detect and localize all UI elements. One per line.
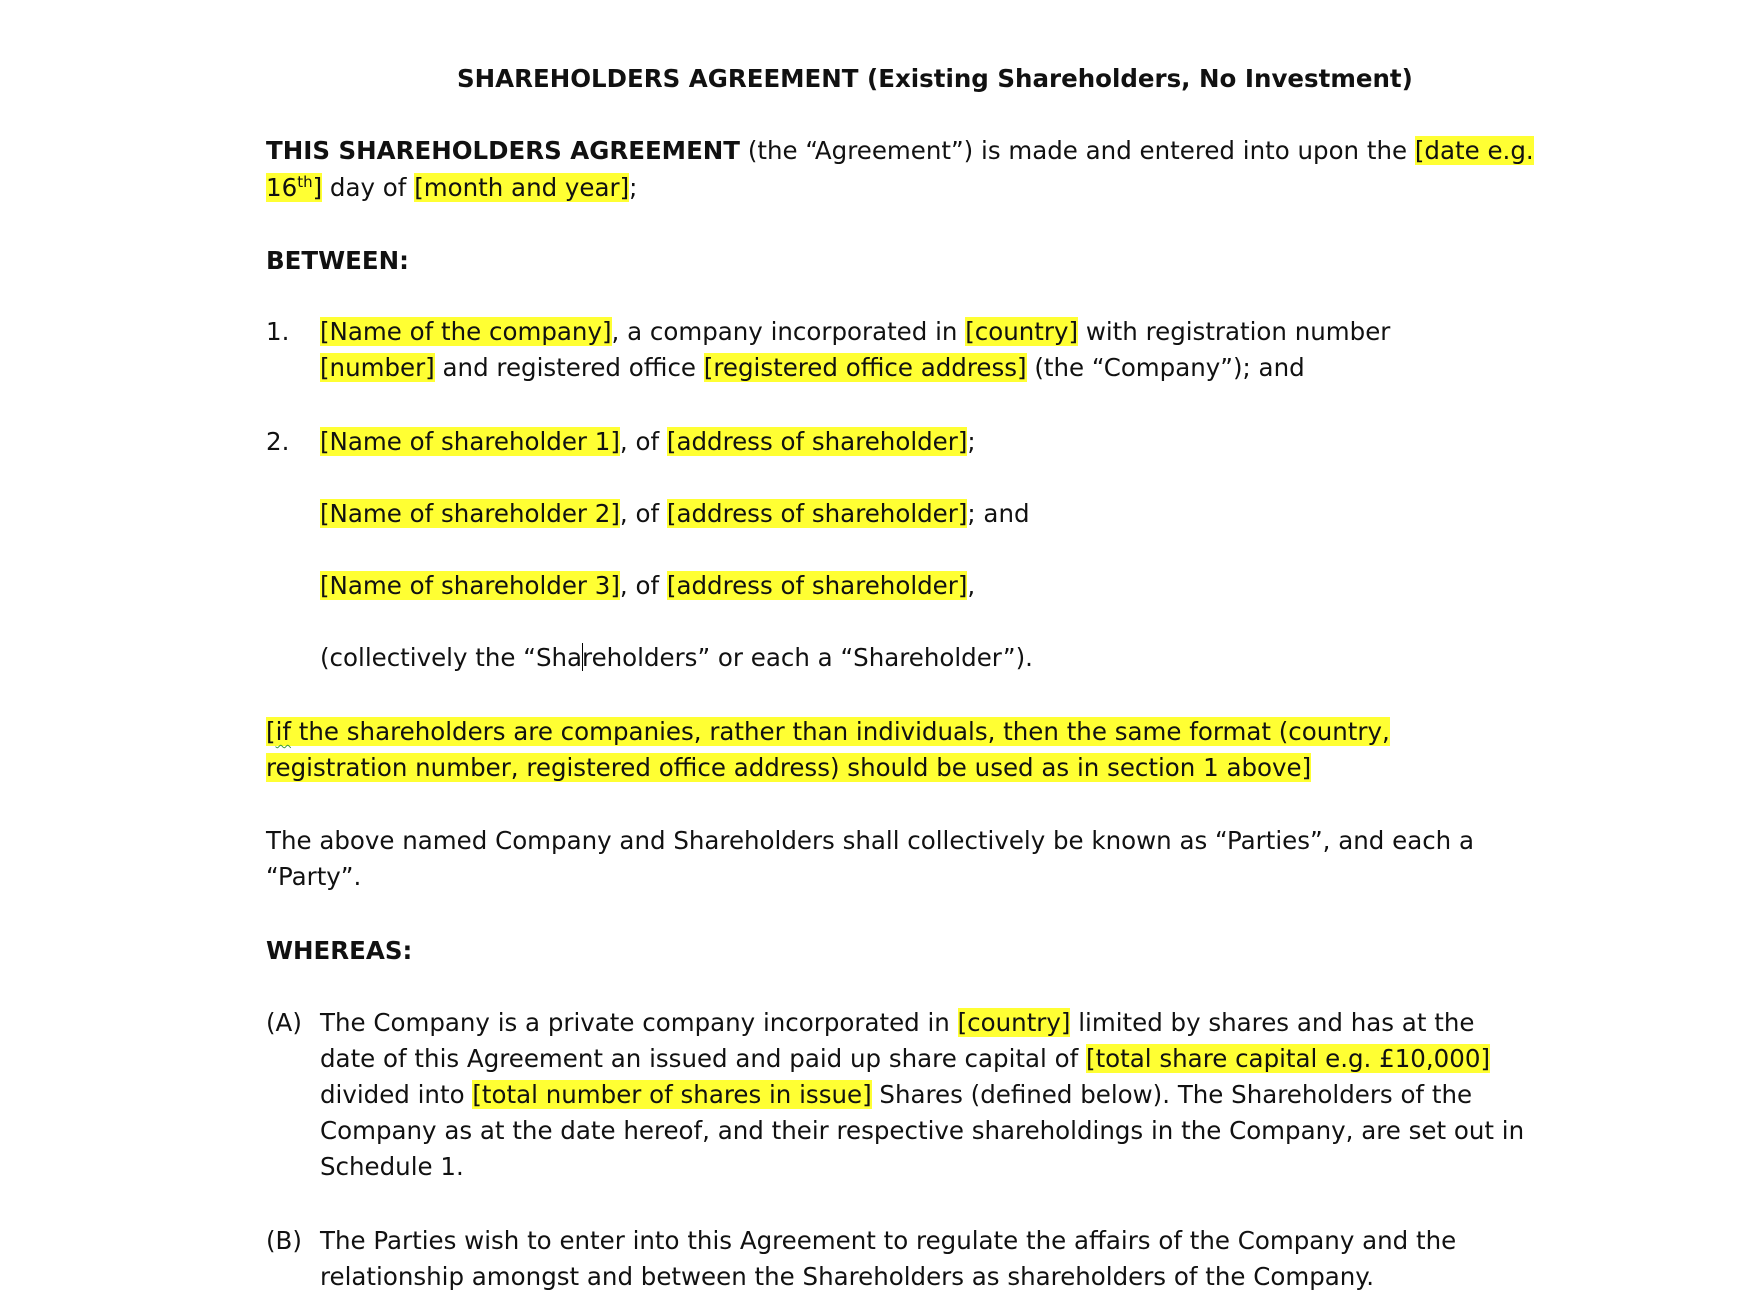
placeholder-recital-country[interactable]: [country] — [957, 1008, 1071, 1037]
intro-text: (the “Agreement”) is made and entered into upon the — [740, 136, 1415, 165]
placeholder-company-name[interactable]: [Name of the company] — [320, 317, 612, 346]
note-line-2 — [266, 750, 1311, 786]
shareholder-3-line: [Name of shareholder 3], of [address of shareholder], — [320, 571, 976, 600]
note-placeholder-line-2[interactable]: registration number, registered office address) should be used as in section 1 above] — [266, 753, 1312, 782]
recital-a-line-2: date of this Agreement an issued and paid up share capital of [total share capital e.g. £10,000] — [320, 1044, 1491, 1073]
parties-line-2: “Party”. — [266, 862, 362, 891]
placeholder-shareholder-1-name[interactable]: [Name of shareholder 1] — [320, 427, 620, 456]
recital-a-line-4: Company as at the date hereof, and their respective shareholdings in the Company, are set out in — [320, 1116, 1525, 1145]
placeholder-date[interactable]: [date e.g. — [1414, 136, 1534, 165]
intro-lead: THIS SHAREHOLDERS AGREEMENT — [266, 136, 741, 165]
recital-a-line-3: divided into [total number of shares in issue] Shares (defined below). The Shareholders of the — [320, 1080, 1473, 1109]
recital-b-line-2: relationship amongst and between the Shareholders as shareholders of the Company. — [320, 1262, 1375, 1291]
placeholder-registered-office[interactable]: [registered office address] — [703, 353, 1027, 382]
note-line-1 — [266, 714, 1390, 750]
placeholder-shareholder-1-address[interactable]: [address of shareholder] — [666, 427, 968, 456]
party-1-line-2: [number] and registered office [registered office address] (the “Company”); and — [320, 353, 1305, 382]
placeholder-shareholder-3-address[interactable]: [address of shareholder] — [666, 571, 968, 600]
placeholder-number-of-shares[interactable]: [total number of shares in issue] — [472, 1080, 872, 1109]
placeholder-reg-number[interactable]: [number] — [320, 353, 435, 382]
recital-b-line-1: The Parties wish to enter into this Agreement to regulate the affairs of the Company and the — [320, 1226, 1457, 1255]
placeholder-country[interactable]: [country] — [965, 317, 1079, 346]
shareholder-1-line: [Name of shareholder 1], of [address of shareholder]; — [320, 427, 976, 456]
placeholder-share-capital[interactable]: [total share capital e.g. £10,000] — [1086, 1044, 1491, 1073]
placeholder-date-cont[interactable]: 16th] — [266, 172, 323, 202]
recital-a-line-1: The Company is a private company incorporated in [country] limited by shares and has at the — [320, 1008, 1475, 1037]
spellcheck-squiggle: if — [275, 717, 291, 746]
party-1-line-1: [Name of the company], a company incorporated in [country] with registration number — [320, 317, 1391, 346]
page-title: SHAREHOLDERS AGREEMENT (Existing Shareholders, No Investment) — [457, 64, 1413, 93]
party-1-number: 1. — [266, 317, 290, 346]
parties-line-1: The above named Company and Shareholders shall collectively be known as “Parties”, and each a — [266, 826, 1475, 855]
intro-line-1 — [266, 133, 1534, 169]
recital-a-line-5: Schedule 1. — [320, 1152, 464, 1181]
shareholder-2-line: [Name of shareholder 2], of [address of shareholder]; and — [320, 499, 1030, 528]
recital-b-label: (B) — [266, 1226, 302, 1255]
whereas-heading: WHEREAS: — [266, 936, 413, 965]
party-2-number: 2. — [266, 427, 290, 456]
collective-definition: (collectively the “Shareholders” or each a “Shareholder”). — [320, 643, 1033, 672]
placeholder-month-year[interactable]: [month and year] — [414, 173, 630, 202]
placeholder-shareholder-2-address[interactable]: [address of shareholder] — [666, 499, 968, 528]
placeholder-shareholder-3-name[interactable]: [Name of shareholder 3] — [320, 571, 620, 600]
recital-a-label: (A) — [266, 1008, 302, 1037]
intro-line-2: 16th] day of [month and year]; — [266, 172, 638, 202]
note-placeholder-line-1[interactable]: [if the shareholders are companies, rather than individuals, then the same format (country, — [266, 717, 1390, 746]
between-heading: BETWEEN: — [266, 246, 409, 275]
placeholder-shareholder-2-name[interactable]: [Name of shareholder 2] — [320, 499, 620, 528]
